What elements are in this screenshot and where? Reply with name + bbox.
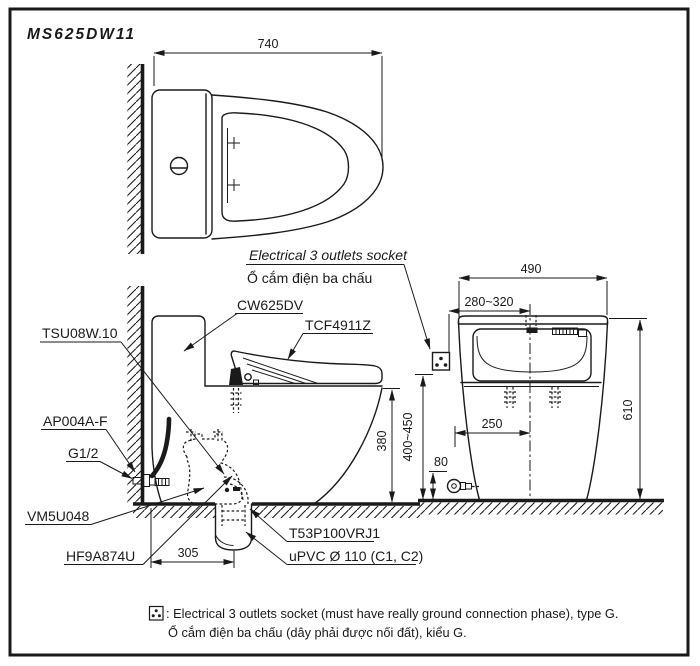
- dim-380-text: 380: [375, 430, 389, 452]
- note-line2: Ổ cắm điện ba chấu (dây phải được nối đất), kiểu G.: [168, 625, 467, 640]
- dim-250-text: 250: [481, 417, 503, 431]
- svg-text:TSU08W.10: TSU08W.10: [42, 325, 118, 341]
- floor-hatch-rear: [419, 503, 663, 515]
- power-socket-icon: [433, 353, 450, 371]
- svg-text:Ổ cắm điện ba chấu: Ổ cắm điện ba chấu: [247, 270, 373, 286]
- svg-text:CW625DV: CW625DV: [237, 297, 304, 313]
- svg-text:Electrical 3 outlets socket: Electrical 3 outlets socket: [249, 247, 407, 263]
- svg-text:G1/2: G1/2: [68, 445, 99, 461]
- dim-610-text: 610: [621, 399, 635, 421]
- svg-text:AP004A-F: AP004A-F: [43, 413, 108, 429]
- note-line1: : Electrical 3 outlets socket (must have really ground connection phase), type G.: [166, 606, 619, 621]
- svg-text:VM5U048: VM5U048: [27, 508, 90, 524]
- svg-text:HF9A874U: HF9A874U: [66, 548, 136, 564]
- svg-text:T53P100VRJ1: T53P100VRJ1: [289, 525, 381, 541]
- svg-text:TCF4911Z: TCF4911Z: [305, 317, 371, 333]
- dim-305-text: 305: [177, 546, 199, 560]
- model-number-title: MS625DW11: [27, 26, 137, 43]
- wall-hatch-plan: [127, 64, 143, 254]
- dim-80-text: 80: [434, 455, 448, 469]
- floor-hatch-side: [133, 506, 215, 518]
- dim-740-text: 740: [257, 37, 279, 51]
- dim-400-450-text: 400~450: [401, 412, 415, 462]
- socket-note-icon: [150, 607, 164, 621]
- svg-text:uPVC Ø 110 (C1, C2): uPVC Ø 110 (C1, C2): [289, 548, 424, 564]
- dim-280-320-text: 280~320: [464, 295, 514, 309]
- dim-490-text: 490: [520, 262, 542, 276]
- seat-sensor-mark: [527, 328, 538, 334]
